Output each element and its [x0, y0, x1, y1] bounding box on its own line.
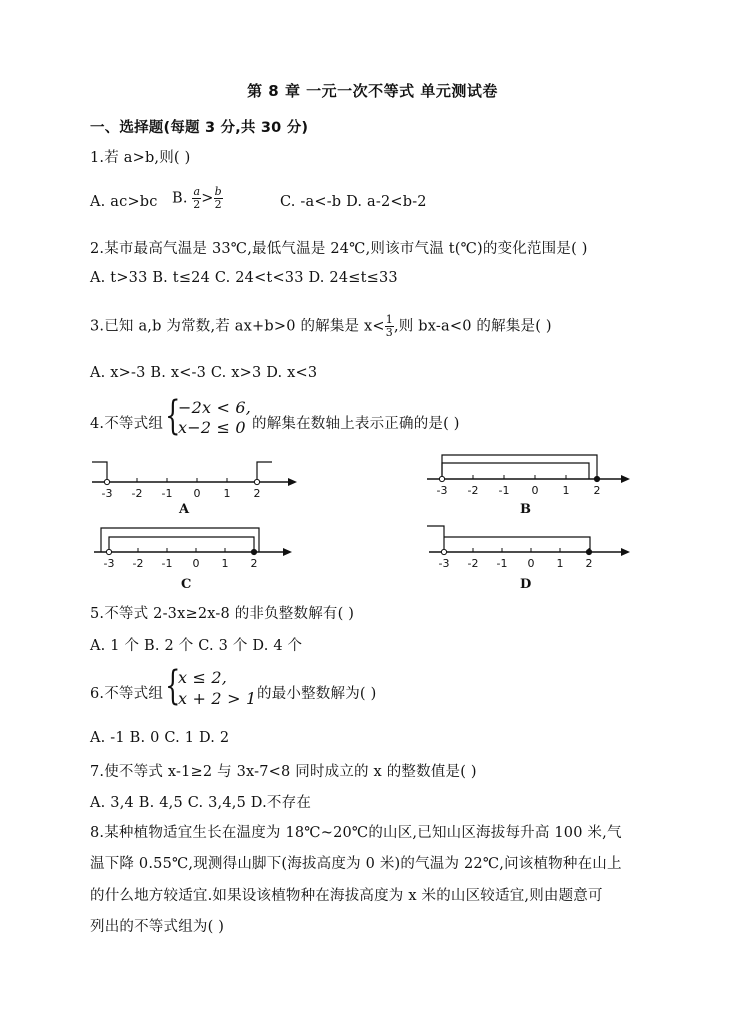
endpoint-dot-left-b	[439, 476, 444, 481]
tick-label-b-0: -3	[436, 484, 448, 497]
open-dot-a	[104, 479, 109, 484]
solution-bracket-b-0	[442, 455, 597, 479]
brace-symbol: {	[165, 663, 181, 709]
question-8-line-2: 温下降 0.55℃,现测得山脚下(海拔高度为 0 米)的气温为 22℃,问该植物种在山上	[90, 856, 622, 872]
figure-label-a: A	[179, 502, 190, 517]
solution-ray-right-a	[257, 462, 272, 482]
tick-label-a-2: -1	[161, 487, 173, 500]
tick-label-c-5: 2	[250, 557, 258, 570]
q4-inequality-1: −2x < 6,	[178, 398, 252, 417]
question-2-options: A. t>33 B. t≤24 C. 24<t<33 D. 24≤t≤33	[90, 270, 398, 286]
option-b-prefix: B.	[172, 190, 188, 207]
solution-bracket-c-1	[109, 537, 254, 552]
closed-dot-d	[586, 549, 591, 554]
option-b-operator: >	[201, 190, 214, 207]
question-4-stem-pre: 4.不等式组	[90, 416, 164, 432]
tick-label-b-5: 2	[593, 484, 601, 497]
tick-label-a-4: 1	[223, 487, 231, 500]
closed-dot-a	[254, 479, 259, 484]
tick-label-b-1: -2	[467, 484, 479, 497]
axis-arrow-d	[621, 548, 630, 556]
axis-arrow-a	[288, 478, 297, 486]
solution-ray-left-a	[92, 462, 107, 482]
fraction-a-over-2: $\frac{a}{2}$	[193, 185, 201, 211]
q6-inequality-1: x ≤ 2,	[178, 668, 228, 687]
solution-span-d	[444, 537, 590, 552]
question-1-options-cd: C. -a<-b D. a-2<b-2	[280, 194, 427, 210]
question-1-stem: 1.若 a>b,则( )	[90, 150, 191, 166]
figure-label-b: B	[520, 502, 531, 517]
tick-label-a-1: -2	[131, 487, 143, 500]
q3-stem-pre: 3.已知 a,b 为常数,若 ax+b>0 的解集是 x<	[90, 318, 385, 335]
endpoint-dot-right-b	[594, 476, 599, 481]
axis-arrow-b	[621, 475, 630, 483]
tick-label-a-5: 2	[253, 487, 261, 500]
tick-label-c-0: -3	[103, 557, 115, 570]
tick-label-c-4: 1	[221, 557, 229, 570]
question-5-stem: 5.不等式 2-3x≥2x-8 的非负整数解有( )	[90, 606, 355, 622]
question-6-options: A. -1 B. 0 C. 1 D. 2	[90, 730, 230, 746]
question-8-line-3: 的什么地方较适宜.如果设该植物种在海拔高度为 x 米的山区较适宜,则由题意可	[90, 888, 603, 904]
q4-inequality-2: x−2 ≤ 0	[178, 418, 246, 437]
question-7-options: A. 3,4 B. 4,5 C. 3,4,5 D.不存在	[90, 795, 312, 811]
tick-label-d-2: -1	[496, 557, 508, 570]
tick-label-c-2: -1	[161, 557, 173, 570]
question-8-line-1: 8.某种植物适宜生长在温度为 18℃~20℃的山区,已知山区海拔每升高 100 米,气	[90, 825, 622, 841]
question-1-option-a: A. ac>bc	[90, 194, 158, 210]
brace-symbol: {	[165, 393, 181, 439]
endpoint-dot-left-c	[106, 549, 111, 554]
fraction-b-over-2: $\frac{b}{2}$	[214, 185, 222, 211]
tick-label-a-3: 0	[193, 487, 201, 500]
tick-label-a-0: -3	[101, 487, 113, 500]
tick-label-b-2: -1	[498, 484, 510, 497]
tick-label-c-3: 0	[192, 557, 200, 570]
page-title: 第 8 章 一元一次不等式 单元测试卷	[247, 82, 498, 100]
tick-label-d-5: 2	[585, 557, 593, 570]
tick-label-c-1: -2	[132, 557, 144, 570]
q3-stem-post: ,则 bx-a<0 的解集是( )	[393, 318, 552, 335]
question-8-line-4: 列出的不等式组为( )	[90, 919, 225, 935]
question-4-stem-post: 的解集在数轴上表示正确的是( )	[252, 416, 460, 432]
tick-label-d-3: 0	[527, 557, 535, 570]
axis-arrow-c	[283, 548, 292, 556]
question-6-stem-pre: 6.不等式组	[90, 686, 164, 702]
figure-label-c: C	[181, 577, 192, 592]
figure-label-d: D	[520, 577, 532, 592]
section-heading: 一、选择题(每题 3 分,共 30 分)	[90, 120, 309, 136]
solution-ray-left-d	[427, 526, 444, 552]
solution-bracket-b-1	[442, 463, 589, 479]
tick-label-d-0: -3	[438, 557, 450, 570]
tick-label-b-3: 0	[531, 484, 539, 497]
question-3-options: A. x>-3 B. x<-3 C. x>3 D. x<3	[90, 365, 318, 381]
endpoint-dot-right-c	[251, 549, 256, 554]
tick-label-d-4: 1	[556, 557, 564, 570]
solution-bracket-c-0	[101, 528, 259, 552]
question-5-options: A. 1 个 B. 2 个 C. 3 个 D. 4 个	[90, 638, 303, 654]
tick-label-d-1: -2	[467, 557, 479, 570]
tick-label-b-4: 1	[562, 484, 570, 497]
question-7-stem: 7.使不等式 x-1≥2 与 3x-7<8 同时成立的 x 的整数值是( )	[90, 764, 477, 780]
question-6-stem-post: 的最小整数解为( )	[257, 686, 377, 702]
q6-inequality-2: x + 2 > 1	[178, 689, 257, 708]
fraction-1-over-3: $\frac{1}{3}$	[385, 313, 393, 339]
question-2-stem: 2.某市最高气温是 33℃,最低气温是 24℃,则该市气温 t(℃)的变化范围是( )	[90, 241, 588, 257]
open-dot-d	[441, 549, 446, 554]
